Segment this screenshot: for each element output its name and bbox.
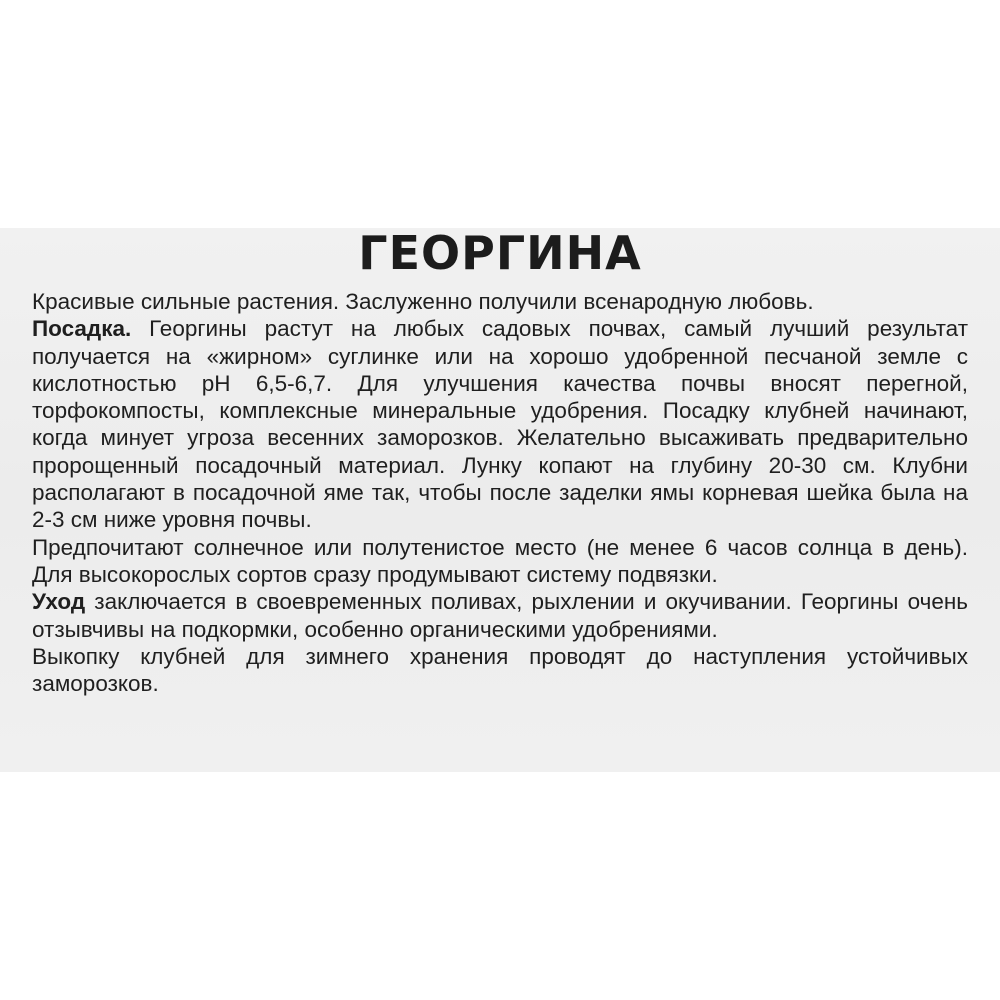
location-paragraph: Предпочитают солнечное или полутенистое место (не менее 6 часов солнца в день). Для высокорослых сортов сразу продумывают систему подвязки. <box>32 534 968 587</box>
care-paragraph <box>32 588 968 643</box>
planting-paragraph <box>32 315 968 533</box>
planting-heading: Посадка. <box>32 316 132 342</box>
care-heading: Уход <box>32 589 86 615</box>
document-title: ГЕОРГИНА <box>358 226 642 280</box>
intro-paragraph: Красивые сильные растения. Заслуженно получили всенародную любовь. <box>32 289 814 314</box>
digging-paragraph: Выкопку клубней для зимнего хранения проводят до наступления устойчивых заморозков. <box>32 643 968 697</box>
planting-text: Георгины растут на любых садовых почвах, самый лучший результат получается на «жирном» суглинке или на хорошо удобренной песчаной земле с кислотностью pH 6,5-6,7. Для улучшения качества почвы вносят перегной, торфокомпосты, комплексные минеральные удобрения. Посадку клубней начинают, когда минует угроза весенних заморозков. Желательно высаживать предварительно пророщенный посадочный материал. Лунку копают на глубину 20-30 см. Клубни располагают в посадочной яме так, чтобы после заделки ямы корневая шейка была на 2-3 см ниже уровня почвы. <box>32 316 968 533</box>
document-body <box>32 288 968 697</box>
care-text: заключается в своевременных поливах, рыхлении и окучивании. Георгины очень отзывчивы на подкормки, особенно органическими удобрениями. <box>32 589 968 642</box>
